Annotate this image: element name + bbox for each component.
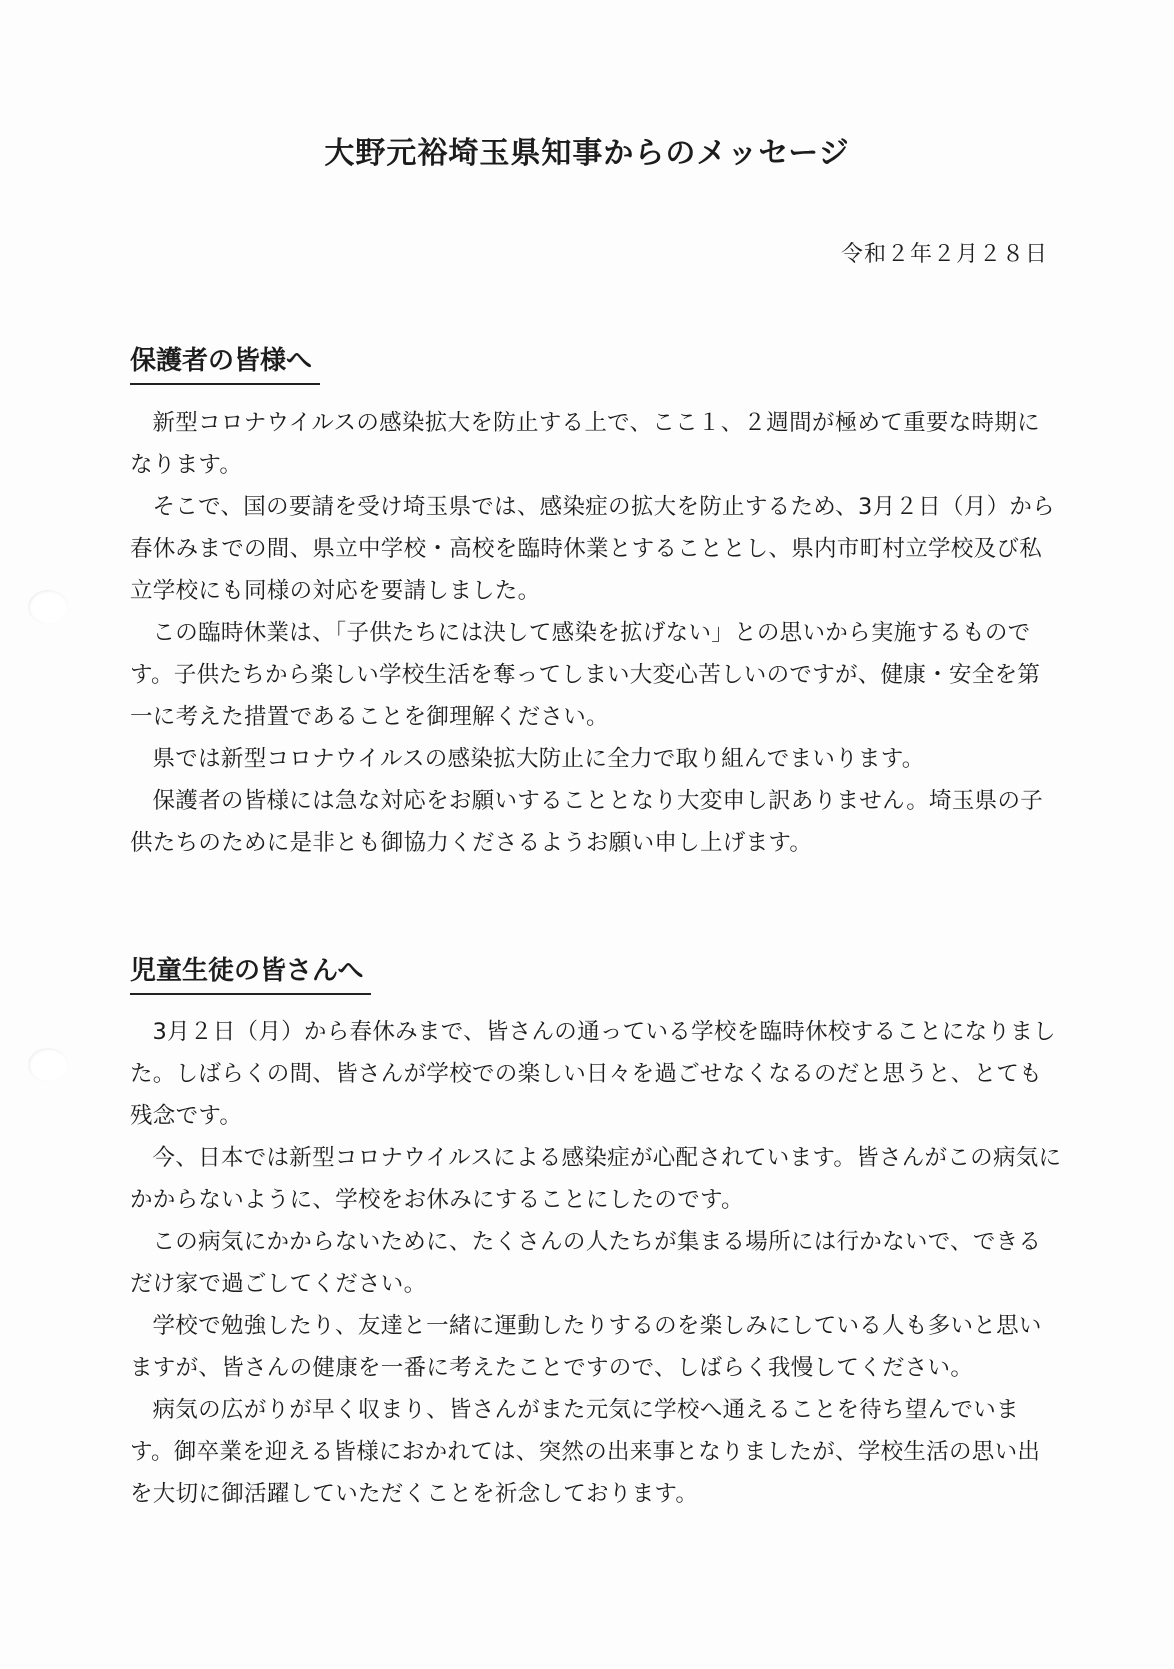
punch-hole-bottom <box>28 1048 68 1082</box>
paragraph: そこで、国の要請を受け埼玉県では、感染症の拡大を防止するため、3月２日（月）から春休みまでの間、県立中学校・高校を臨時休業とすることとし、県内市町村立学校及び私立学校にも同様の対応を要請しました。 <box>130 494 1055 604</box>
punch-hole-top <box>28 590 68 624</box>
paragraph: 保護者の皆様には急な対応をお願いすることとなり大変申し訳ありません。埼玉県の子供たちのために是非とも御協力くださるようお願い申し上げます。 <box>130 788 1044 856</box>
paragraph: この病気にかからないために、たくさんの人たちが集まる場所には行かないで、できるだけ家で過ごしてください。 <box>130 1229 1042 1297</box>
section-body-students <box>130 1011 1062 1515</box>
section-heading-parents: 保護者の皆様へ <box>130 340 320 385</box>
section-body-parents <box>130 402 1062 864</box>
paragraph: 学校で勉強したり、友達と一緒に運動したりするのを楽しみにしている人も多いと思いますが、皆さんの健康を一番に考えたことですので、しばらく我慢してください。 <box>130 1313 1042 1381</box>
document-date: 令和２年２月２８日 <box>840 242 1048 267</box>
paragraph: 病気の広がりが早く収まり、皆さんがまた元気に学校へ通えることを待ち望んでいます。御卒業を迎える皆様におかれては、突然の出来事となりましたが、学校生活の思い出を大切に御活躍していただくことを祈念しております。 <box>130 1397 1041 1507</box>
document-title: 大野元裕埼玉県知事からのメッセージ <box>324 136 850 171</box>
paragraph: 今、日本では新型コロナウイルスによる感染症が心配されています。皆さんがこの病気にかからないように、学校をお休みにすることにしたのです。 <box>130 1145 1062 1213</box>
paragraph: 県では新型コロナウイルスの感染拡大防止に全力で取り組んでまいります。 <box>152 746 925 772</box>
section-heading-students: 児童生徒の皆さんへ <box>130 950 371 995</box>
paragraph: 新型コロナウイルスの感染拡大を防止する上で、ここ１、２週間が極めて重要な時期になります。 <box>130 410 1040 478</box>
paragraph: 3月２日（月）から春休みまで、皆さんの通っている学校を臨時休校することになりました。しばらくの間、皆さんが学校での楽しい日々を過ごせなくなるのだと思うと、とても残念です。 <box>130 1019 1056 1129</box>
paragraph: この臨時休業は、「子供たちには決して感染を拡げない」との思いから実施するものです。子供たちから楽しい学校生活を奪ってしまい大変心苦しいのですが、健康・安全を第一に考えた措置であることを御理解ください。 <box>130 620 1041 730</box>
